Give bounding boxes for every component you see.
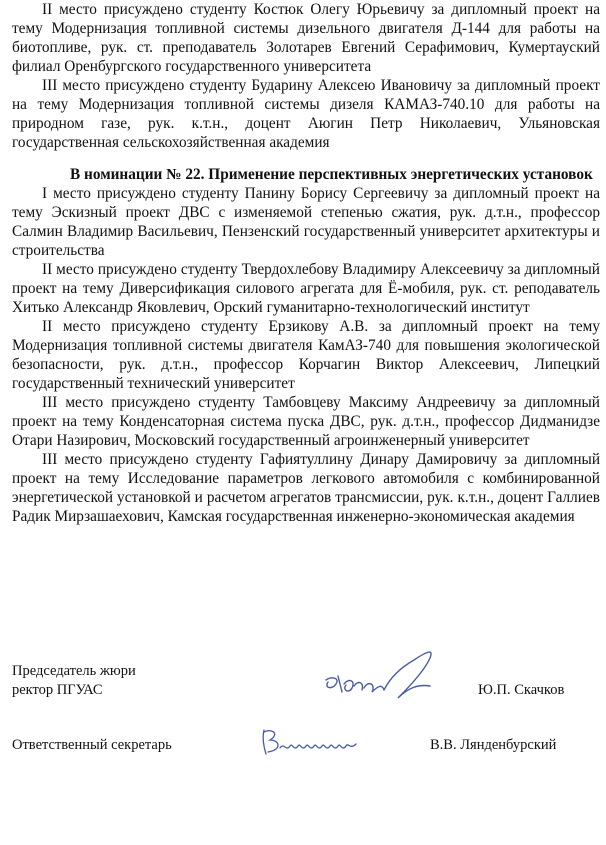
chair-title-line1: Председатель жюри [12, 663, 136, 679]
award-paragraph: II место присуждено студенту Ерзикову А.В. за дипломный проект на тему Модернизация топливной системы двигателя КамАЗ-740 для повышения экологической безопасности, рук. д.т.н., профессор Корчагин Виктор Алексеевич, Липецкий государственный технический университет [12, 318, 600, 392]
nomination-heading: В номинации № 22. Применение перспективных энергетических установок [70, 166, 593, 183]
award-paragraph: II место присуждено студенту Твердохлебову Владимиру Алексеевичу за дипломный проект на тему Диверсификация силового агрегата для Ё-мобиля, рук. ст. реподаватель Хитько Александр Яковлевич, Орский гуманитарно-технологический институт [12, 261, 600, 316]
award-paragraph: III место присуждено студенту Гафиятуллину Динару Дамировичу за дипломный проект на тему Исследование параметров легкового автомобиля с комбинированной энергетической установкой и расчетом агрегатов трансмиссии, рук. к.т.н., доцент Галлиев Радик Мирзашаехович, Камская государственная инженерно-экономическая академия [12, 451, 600, 525]
chair-title-line2: ректор ПГУАС [12, 682, 103, 698]
award-paragraph: I место присуждено студенту Панину Борису Сергеевичу за дипломный проект на тему Эскизный проект ДВС с изменяемой степенью сжатия, рук. д.т.н., профессор Салмин Владимир Васильевич, Пензенский государственный университет архитектуры и строительства [12, 185, 600, 259]
award-paragraph: II место присуждено студенту Костюк Олегу Юрьевичу за дипломный проект на тему Модернизация топливной системы дизельного двигателя Д-144 для работы на биотопливе, рук. ст. преподаватель Золотарев Евгений Серафимович, Кумертауский филиал Оренбургского государственного университета [12, 1, 600, 75]
chair-name: Ю.П. Скачков [478, 682, 565, 698]
document-body [12, 0, 600, 526]
secretary-title: Ответственный секретарь [12, 737, 172, 753]
secretary-name: В.В. Лянденбурский [430, 737, 557, 753]
chair-handwritten-signature [318, 640, 458, 710]
secretary-handwritten-signature [258, 724, 368, 760]
award-paragraph: III место присуждено студенту Бударину Алексею Ивановичу за дипломный проект на тему Модернизация топливной системы дизеля КАМАЗ-740.10 для работы на природном газе, рук. к.т.н., доцент Аюгин Петр Николаевич, Ульяновская государственная сельскохозяйственная академия [12, 77, 600, 151]
award-paragraph: III место присуждено студенту Тамбовцеву Максиму Андреевичу за дипломный проект на тему Конденсаторная система пуска ДВС, рук. д.т.н., профессор Дидманидзе Отари Назирович, Московский государственный агроинженерный университет [12, 394, 600, 449]
